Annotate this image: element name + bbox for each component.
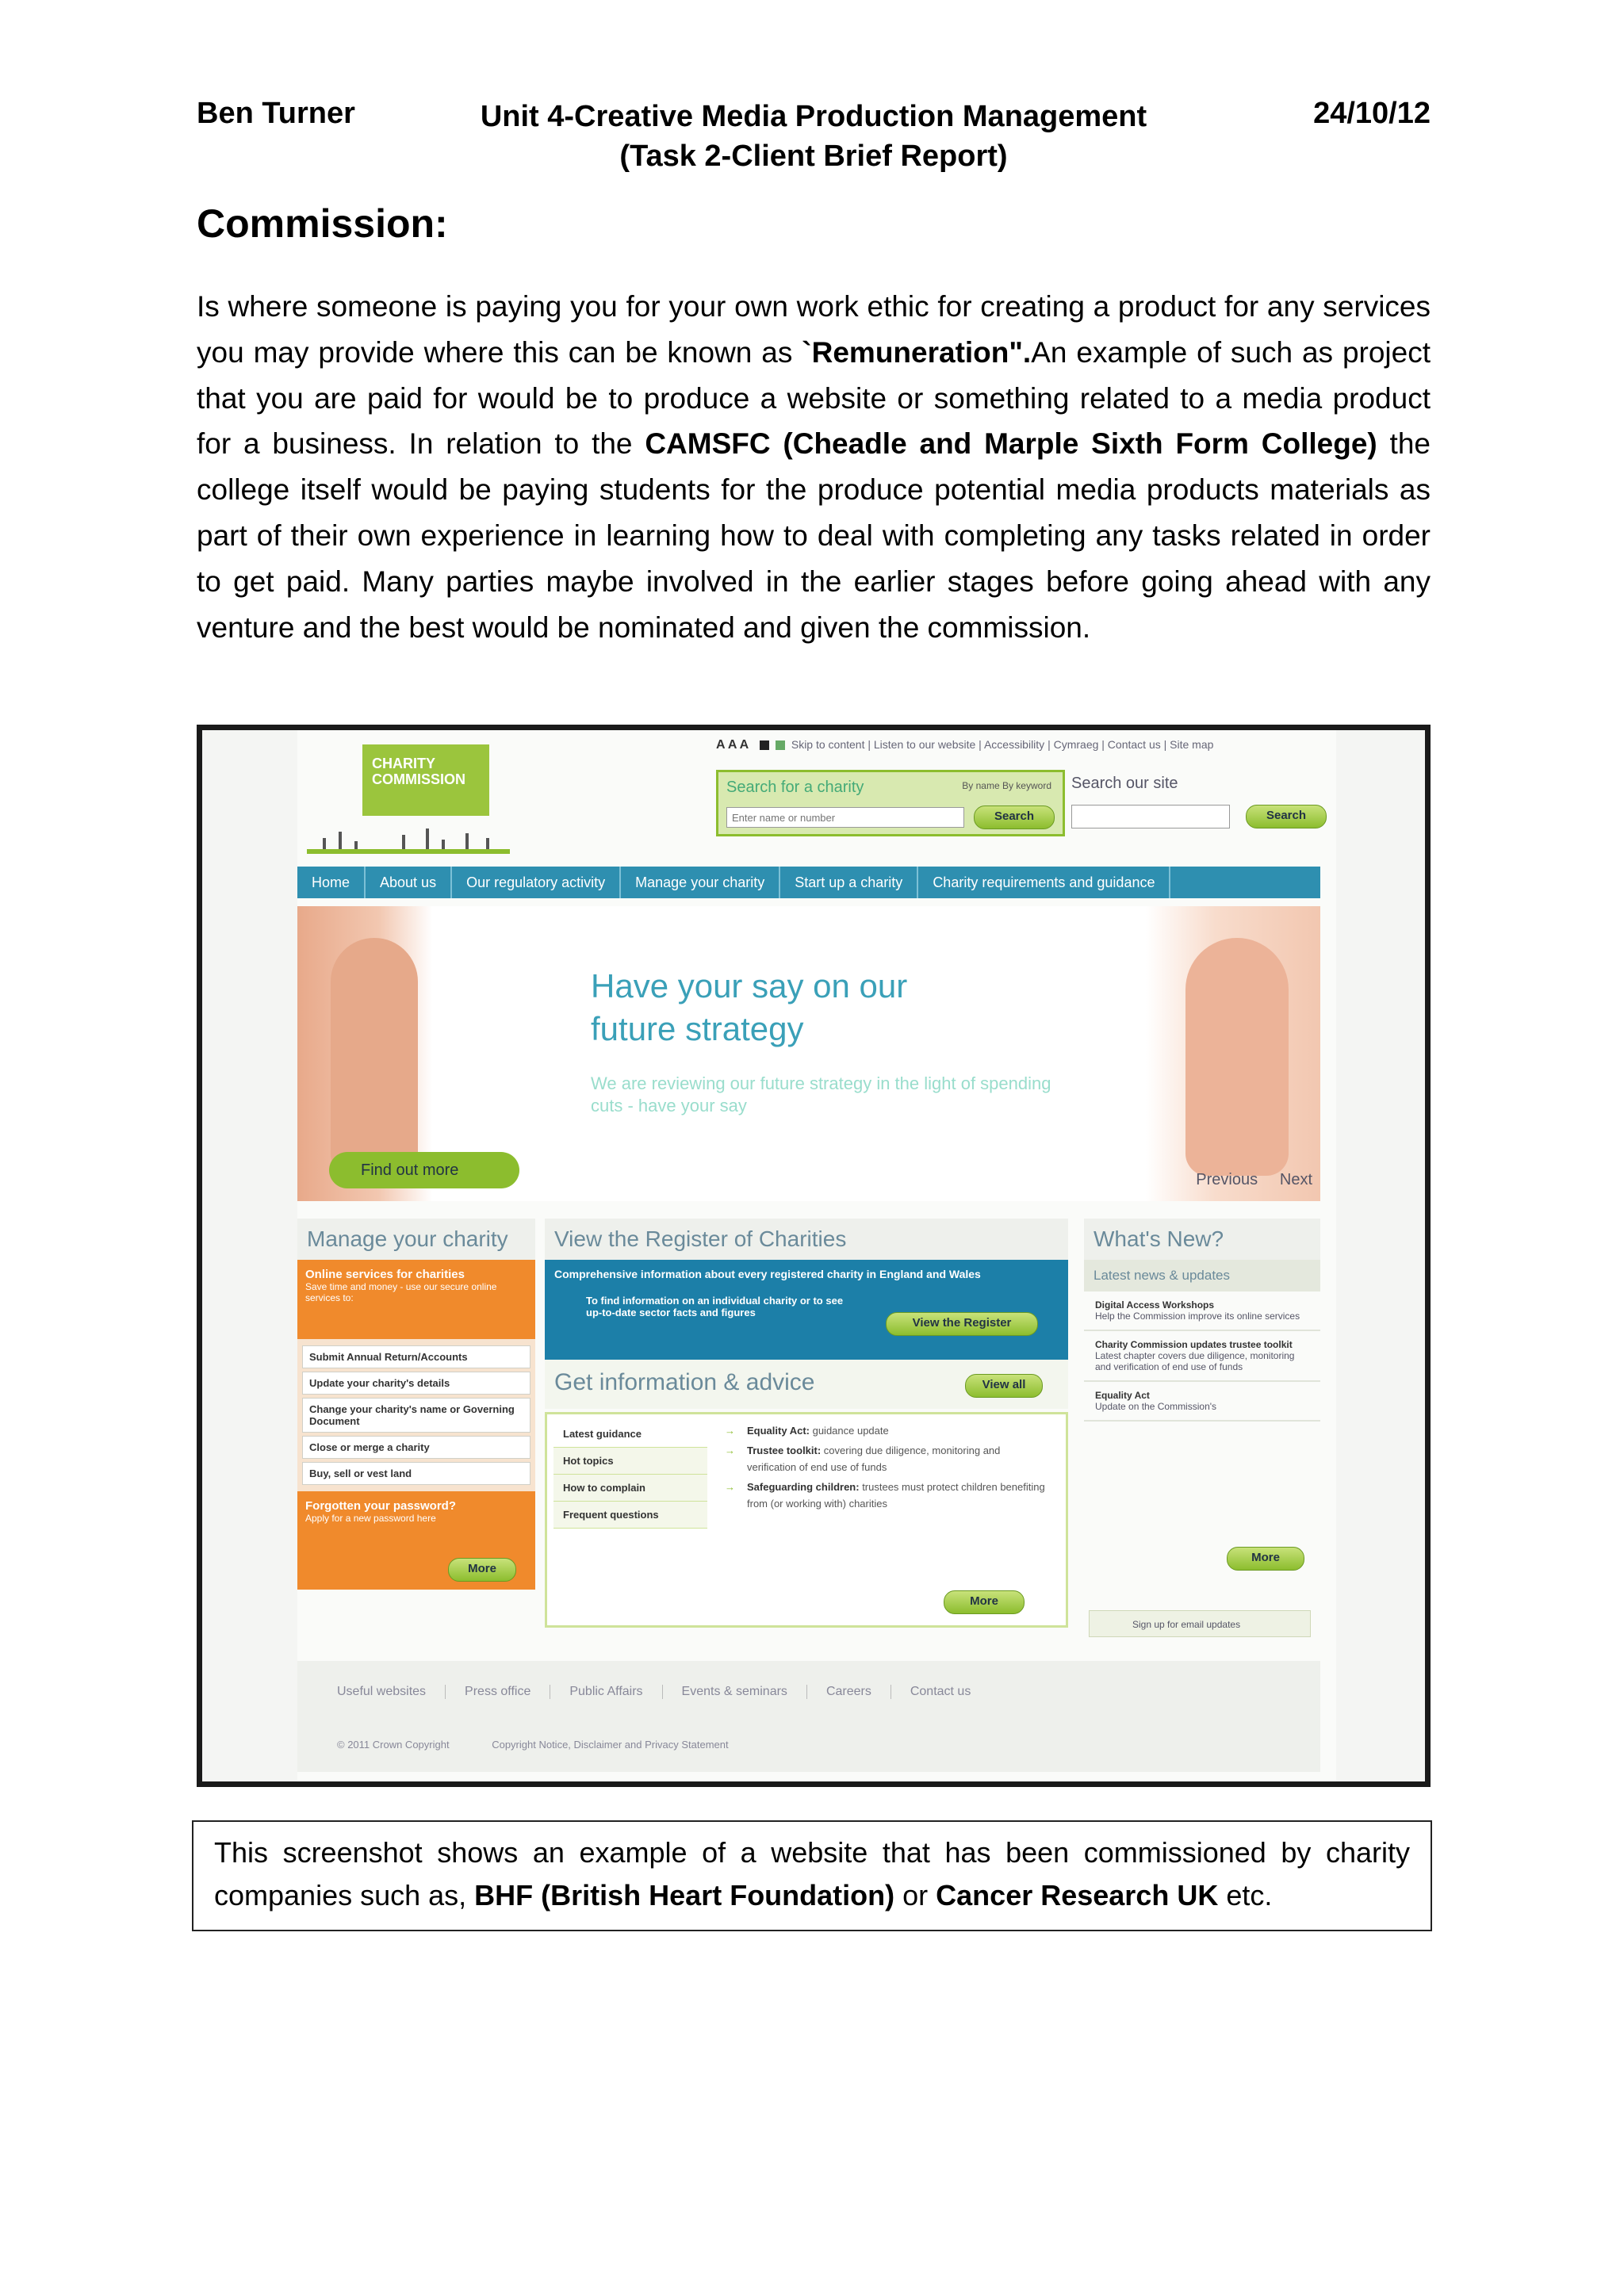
copyright-notice-link[interactable]: Copyright Notice, Disclaimer and Privacy Statement (492, 1739, 729, 1751)
site-search-button[interactable]: Search (1246, 805, 1327, 828)
document-title (197, 97, 1431, 176)
section-heading: Commission: (197, 201, 448, 246)
footer-link[interactable]: Careers (826, 1685, 891, 1699)
link-update-details[interactable]: Update your charity's details (302, 1372, 530, 1395)
caption-bold-bhf: BHF (British Heart Foundation) (474, 1879, 895, 1911)
footer-copyright (337, 1739, 768, 1751)
logo-line-1: CHARITY (372, 756, 435, 771)
para-text-2: An example of such as project that you are paid for would be to produce a website or something related to a media product for a business. In relation to the (197, 335, 1431, 461)
tab-how-to-complain[interactable]: How to complain (553, 1475, 707, 1502)
news-item[interactable] (1084, 1331, 1320, 1382)
register-banner-subtitle: To find information on an individual charity or to see up-to-date sector facts and figures (586, 1295, 844, 1318)
whats-new-column (1084, 1219, 1320, 1642)
para-text-3: the college itself would be paying students for the produce potential media products materials as part of their own experience in learning how to deal with completing any tasks related in order to get paid. Many parties maybe involved in the earlier stages before going ahead with any venture and the best would be nominated and given the commission. (197, 427, 1431, 644)
contrast-green-icon[interactable] (776, 740, 785, 750)
manage-charity-column (297, 1219, 535, 1642)
news-title: Charity Commission updates trustee toolkit (1095, 1339, 1293, 1350)
text-size-control[interactable]: A A A (716, 738, 749, 752)
logo-box (362, 744, 489, 816)
tab-frequent-questions[interactable]: Frequent questions (553, 1502, 707, 1529)
footer-link[interactable]: Events & seminars (682, 1685, 807, 1699)
info-item-text: covering due diligence, monitoring and verification of end use of funds (747, 1445, 1001, 1473)
footer-link[interactable]: Useful websites (337, 1685, 446, 1699)
nav-home[interactable]: Home (297, 867, 366, 898)
online-services-title: Online services for charities (305, 1268, 465, 1281)
nav-about-us[interactable]: About us (366, 867, 452, 898)
utility-links[interactable]: Skip to content | Listen to our website | Accessibility | Cymraeg | Contact us | Site map (791, 738, 1214, 751)
latest-news-strip: Latest news & updates (1084, 1260, 1320, 1292)
contrast-dark-icon[interactable] (760, 740, 769, 750)
info-item-text: trustees must protect children benefiting from (or working with) charities (747, 1481, 1045, 1510)
skyline-graphic (307, 821, 510, 854)
online-services-box (297, 1260, 535, 1339)
link-change-name[interactable]: Change your charity's name or Governing Document (302, 1398, 530, 1433)
info-item-equality[interactable] (715, 1422, 1048, 1439)
news-title: Digital Access Workshops (1095, 1299, 1215, 1311)
register-heading: View the Register of Charities (545, 1219, 1068, 1260)
main-nav (297, 867, 1320, 898)
news-title: Equality Act (1095, 1390, 1150, 1401)
view-all-button[interactable]: View all (965, 1374, 1043, 1398)
website-screenshot (197, 725, 1431, 1787)
carousel-controls (1196, 1171, 1312, 1189)
online-services-links (297, 1339, 535, 1491)
document-title-line-2: (Task 2-Client Brief Report) (619, 140, 1008, 173)
charity-search-label: Search for a charity (726, 779, 864, 796)
news-item[interactable] (1084, 1382, 1320, 1422)
find-out-more-button[interactable]: Find out more (329, 1152, 519, 1188)
forgotten-password-link[interactable]: Apply for a new password here (305, 1513, 436, 1524)
caption-text-1: This screenshot shows an example of a website that has been commissioned by charity companies such as, (214, 1836, 1410, 1911)
charity-search-panel (716, 770, 1065, 836)
info-tabs (553, 1421, 707, 1529)
charity-search-input[interactable] (726, 807, 964, 828)
copyright-text: © 2011 Crown Copyright (337, 1739, 450, 1751)
para-bold-camsfc: CAMSFC (Cheadle and Marple Sixth Form College) (645, 427, 1377, 461)
body-paragraph (197, 284, 1431, 650)
para-bold-remuneration: `Remuneration". (802, 335, 1032, 369)
mid-more-button[interactable]: More (944, 1590, 1025, 1614)
left-more-button[interactable]: More (448, 1558, 516, 1582)
info-advice-box (545, 1412, 1068, 1628)
news-text: Help the Commission improve its online services (1095, 1311, 1300, 1322)
charity-commission-site (297, 730, 1336, 1781)
link-buy-sell-land[interactable]: Buy, sell or vest land (302, 1462, 530, 1485)
info-advice-header (545, 1360, 1068, 1409)
manage-charity-heading: Manage your charity (297, 1219, 535, 1260)
hero-banner (297, 906, 1320, 1201)
nav-requirements-guidance[interactable]: Charity requirements and guidance (918, 867, 1170, 898)
nav-regulatory-activity[interactable]: Our regulatory activity (452, 867, 621, 898)
info-items (715, 1422, 1048, 1515)
banner-heading: Have your say on our future strategy (591, 967, 908, 1047)
email-signup-link[interactable]: Sign up for email updates (1089, 1610, 1311, 1637)
register-banner-title: Comprehensive information about every registered charity in England and Wales (554, 1268, 981, 1280)
next-button[interactable]: Next (1279, 1171, 1312, 1188)
info-item-trustee[interactable] (715, 1442, 1048, 1475)
utility-bar (716, 738, 1327, 759)
nav-manage-charity[interactable]: Manage your charity (621, 867, 780, 898)
link-close-merge[interactable]: Close or merge a charity (302, 1436, 530, 1459)
author-name: Ben Turner (197, 97, 355, 130)
news-text: Latest chapter covers due diligence, monitoring and verification of end use of funds (1095, 1350, 1295, 1372)
footer-link[interactable]: Public Affairs (569, 1685, 662, 1699)
info-item-title: Trustee toolkit: (747, 1445, 822, 1456)
previous-button[interactable]: Previous (1196, 1171, 1258, 1188)
site-footer (297, 1661, 1320, 1772)
search-options[interactable]: By name By keyword (962, 780, 1051, 791)
register-column (545, 1219, 1068, 1642)
tab-latest-guidance[interactable]: Latest guidance (553, 1421, 707, 1448)
caption-bold-cruk: Cancer Research UK (936, 1879, 1219, 1911)
site-search-input[interactable] (1071, 805, 1230, 828)
online-services-subtitle: Save time and money - use our secure online services to: (305, 1281, 497, 1303)
document-date: 24/10/12 (1313, 97, 1431, 130)
footer-links (337, 1685, 1009, 1699)
logo-line-2: COMMISSION (372, 771, 466, 787)
news-text: Update on the Commission's (1095, 1401, 1217, 1412)
charity-search-button[interactable]: Search (974, 806, 1055, 829)
speaking-mouth-image (1146, 906, 1320, 1201)
info-item-safeguarding[interactable] (715, 1479, 1048, 1512)
charity-commission-logo[interactable] (307, 744, 510, 855)
document-header (197, 97, 1431, 184)
document-title-line-1: Unit 4-Creative Media Production Management (480, 100, 1147, 133)
info-item-title: Equality Act: (747, 1425, 810, 1437)
tab-hot-topics[interactable]: Hot topics (553, 1448, 707, 1475)
footer-link[interactable]: Press office (465, 1685, 550, 1699)
right-more-button[interactable]: More (1227, 1547, 1304, 1571)
forgotten-password-title: Forgotten your password? (305, 1499, 457, 1513)
banner-subtext: We are reviewing our future strategy in the light of spending cuts - have your say (591, 1073, 1051, 1115)
nav-start-charity[interactable]: Start up a charity (780, 867, 918, 898)
para-text-1: Is where someone is paying you for your own work ethic for creating a product for any services you may provide where this can be known as (197, 290, 1431, 369)
info-advice-heading: Get information & advice (554, 1369, 815, 1395)
info-item-text: guidance update (809, 1425, 889, 1437)
site-search-label: Search our site (1071, 775, 1178, 792)
info-item-title: Safeguarding children: (747, 1481, 860, 1493)
screenshot-caption (192, 1820, 1432, 1931)
whats-new-heading: What's New? (1084, 1219, 1320, 1260)
link-submit-annual-return[interactable]: Submit Annual Return/Accounts (302, 1345, 530, 1368)
news-item[interactable] (1084, 1292, 1320, 1331)
view-register-button[interactable]: View the Register (886, 1312, 1038, 1336)
forgotten-password-box (297, 1491, 535, 1590)
caption-text-3: etc. (1218, 1879, 1273, 1911)
register-banner (545, 1260, 1068, 1360)
footer-link[interactable]: Contact us (910, 1685, 971, 1698)
caption-text-2: or (894, 1879, 936, 1911)
